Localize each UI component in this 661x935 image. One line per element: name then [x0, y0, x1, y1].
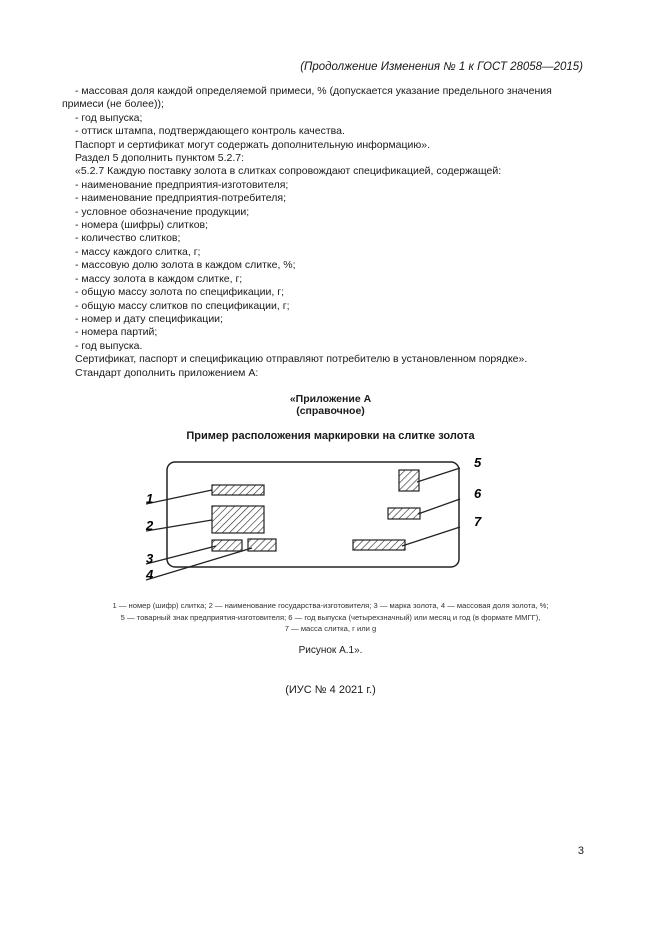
- figure-label-4: 4: [146, 567, 154, 582]
- text-line: - массовая доля каждой определяемой примеси, % (допускается указание предельного значения: [75, 85, 552, 97]
- running-header: (Продолжение Изменения № 1 к ГОСТ 28058—2015): [300, 61, 583, 73]
- leader-line-6: [418, 499, 460, 514]
- text-line: - номера (шифры) слитков;: [75, 219, 209, 232]
- text-line: - наименование предприятия-изготовителя;: [75, 178, 289, 191]
- ingot-marking-figure: [140, 452, 490, 587]
- text-line: - номера партий;: [75, 326, 158, 339]
- marking-field-2: [212, 506, 264, 533]
- caption-line: 5 — товарный знак предприятия-изготовителя; 6 — год выпуска (четырехзначный) или месяц и год (в формате ММГГ),: [120, 612, 541, 622]
- text-line: - массу каждого слитка, г;: [75, 245, 201, 258]
- page-number: 3: [577, 845, 584, 857]
- marking-field-1: [212, 485, 264, 495]
- figure-label-3: 3: [146, 551, 154, 566]
- leader-line-2: [146, 520, 212, 531]
- figure-title: Пример расположения маркировки на слитке золота: [186, 430, 475, 442]
- body-text: [62, 85, 585, 380]
- text-line: Раздел 5 дополнить пунктом 5.2.7:: [75, 152, 245, 165]
- text-line: Сертификат, паспорт и спецификацию отправляют потребителю в установленном порядке».: [75, 353, 528, 366]
- caption-line: 1 — номер (шифр) слитка; 2 — наименование государства-изготовителя; 3 — марка золота, 4 — массовая доля золота, %;: [112, 601, 549, 610]
- leader-line-3: [146, 546, 216, 564]
- marking-field-4: [248, 539, 276, 551]
- figure-label-6: 6: [474, 486, 482, 501]
- leader-line-4: [146, 548, 252, 580]
- leader-line-7: [402, 527, 460, 546]
- leader-line-5: [417, 468, 460, 482]
- appendix-title: «Приложение А: [289, 393, 372, 405]
- figure-number: Рисунок А.1».: [298, 645, 363, 656]
- text-line: «5.2.7 Каждую поставку золота в слитках сопровождают спецификацией, содержащей:: [75, 165, 502, 178]
- figure-label-1: 1: [146, 491, 154, 506]
- figure-label-5: 5: [474, 455, 482, 470]
- figure-label-7: 7: [474, 514, 482, 529]
- text-line: - год выпуска.: [75, 339, 143, 352]
- marking-field-3: [212, 540, 242, 551]
- text-line: Стандарт дополнить приложением А:: [75, 366, 259, 379]
- text-line: - общую массу слитков по спецификации, г;: [75, 299, 290, 312]
- leader-line-1: [146, 490, 212, 504]
- figure-caption: [0, 600, 661, 635]
- figure-label-2: 2: [146, 518, 154, 533]
- text-line: - условное обозначение продукции;: [75, 205, 250, 218]
- text-line: примеси (не более));: [62, 98, 164, 111]
- ius-reference: (ИУС № 4 2021 г.): [285, 684, 376, 696]
- text-line: - общую массу золота по спецификации, г;: [75, 286, 284, 299]
- text-line: - номер и дату спецификации;: [75, 312, 223, 325]
- caption-line: 7 — масса слитка, г или g: [284, 624, 377, 633]
- text-line: - наименование предприятия-потребителя;: [75, 192, 286, 205]
- marking-field-6: [388, 508, 420, 519]
- marking-field-5: [399, 470, 419, 491]
- appendix-subtitle: (справочное): [296, 405, 365, 417]
- text-line: - количество слитков;: [75, 232, 181, 245]
- text-line: - оттиск штампа, подтверждающего контроль качества.: [75, 125, 345, 138]
- text-line: - массовую долю золота в каждом слитке, %;: [75, 259, 296, 272]
- marking-field-7: [353, 540, 405, 550]
- text-line: Паспорт и сертификат могут содержать дополнительную информацию».: [75, 138, 431, 151]
- text-line: - год выпуска;: [75, 111, 143, 124]
- text-line: - массу золота в каждом слитке, г;: [75, 272, 243, 285]
